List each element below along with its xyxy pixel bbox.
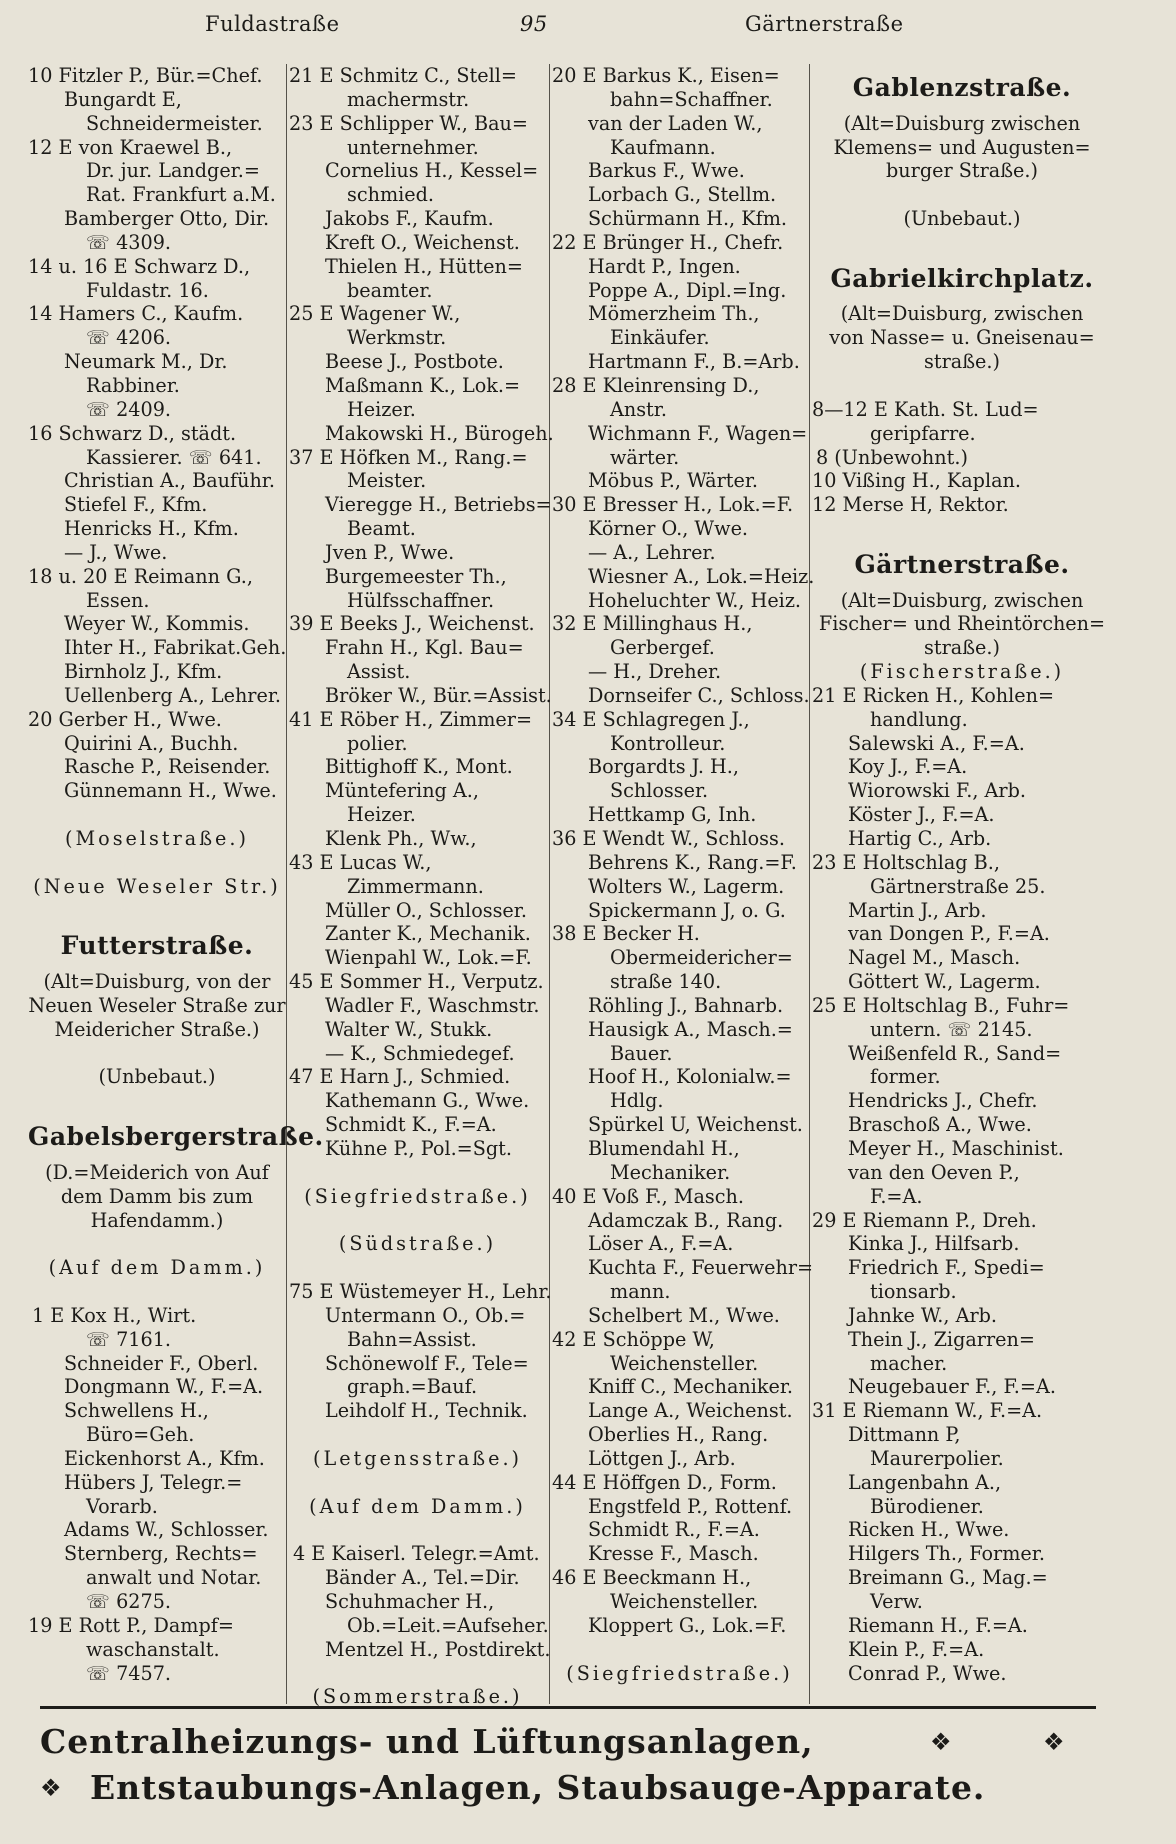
advertisement-line-1: Centralheizungs- und Lüftungsanlagen, xyxy=(40,1722,814,1761)
entry-line: Eickenhorst A., Kfm. xyxy=(64,1446,265,1470)
entry-line: 14 u. 16 E Schwarz D., xyxy=(28,254,251,278)
entry-line: Poppe A., Dipl.=Ing. xyxy=(588,278,787,302)
entry-line: Quirini A., Buchh. xyxy=(64,731,239,755)
entry-line: Hendricks J., Chefr. xyxy=(848,1089,1038,1113)
entry-line: Maßmann K., Lok.= xyxy=(325,373,521,397)
entry-line: Martin J., Arb. xyxy=(848,898,987,922)
entry-line: Assist. xyxy=(347,660,411,684)
entry-line: Bamberger Otto, Dir. xyxy=(64,207,270,231)
entry-line: Borgardts J. H., xyxy=(588,755,739,779)
entry-line: ☏ 6275. xyxy=(86,1590,172,1613)
entry-line: Röhling J., Bahnarb. xyxy=(588,993,784,1017)
entry-line: Neumark M., Dr. xyxy=(64,350,228,374)
entry-line: Braschoß A., Wwe. xyxy=(848,1113,1032,1137)
entry-line: 4 E Kaiserl. Telegr.=Amt. xyxy=(293,1542,540,1566)
cross-street-marker: (Siegfriedstraße.) xyxy=(304,1184,531,1208)
entry-line: Heizer. xyxy=(347,803,416,827)
entry-line: Rat. Frankfurt a.M. xyxy=(86,183,276,207)
ornament-icon: ❖ xyxy=(40,1774,62,1802)
entry-line: — H., Dreher. xyxy=(588,660,722,684)
entry-line: Wienpahl W., Lok.=F. xyxy=(325,946,532,970)
street-description: dem Damm bis zum xyxy=(60,1184,254,1208)
entry-line: Ob.=Leit.=Aufseher. xyxy=(347,1613,549,1637)
entry-line: Hülfsschaffner. xyxy=(347,588,495,612)
entry-line: Meyer H., Maschinist. xyxy=(848,1136,1064,1160)
street-description: von Nasse= u. Gneisenau= xyxy=(829,326,1095,350)
entry-line: Behrens K., Rang.=F. xyxy=(588,850,797,874)
entry-line: 25 E Wagener W., xyxy=(289,302,461,326)
cross-street-marker: (Sommerstraße.) xyxy=(312,1685,523,1709)
entry-line: 22 E Brünger H., Chefr. xyxy=(552,230,784,254)
entry-line: Wolters W., Lagerm. xyxy=(588,874,785,898)
entry-line: 21 E Ricken H., Kohlen= xyxy=(812,683,1055,707)
entry-line: — J., Wwe. xyxy=(64,540,168,564)
spacer xyxy=(289,1471,546,1495)
ornament-icon: ❖ xyxy=(930,1728,952,1756)
entry-line: 41 E Röber H., Zimmer= xyxy=(289,707,533,731)
entry-line: 20 E Barkus K., Eisen= xyxy=(552,64,780,87)
directory-column-2 xyxy=(289,64,554,1709)
entry-line: 21 E Schmitz C., Stell= xyxy=(289,64,517,87)
entry-line: Mömerzheim Th., xyxy=(588,302,760,326)
entry-line: Körner O., Wwe. xyxy=(588,517,749,541)
directory-column-4 xyxy=(812,64,1112,1685)
entry-line: Kühne P., Pol.=Sgt. xyxy=(325,1136,512,1160)
entry-line: Weißenfeld R., Sand= xyxy=(848,1041,1062,1065)
entry-line: Hilgers Th., Former. xyxy=(848,1542,1045,1566)
entry-line: Müller O., Schlosser. xyxy=(325,898,527,922)
entry-line: ☏ 4309. xyxy=(86,230,172,254)
entry-line: van Dongen P., F.=A. xyxy=(848,922,1050,946)
entry-line: 38 E Becker H. xyxy=(552,922,700,946)
entry-line: Vieregge H., Betriebs= xyxy=(325,493,552,517)
entry-line: Lorbach G., Stellm. xyxy=(588,183,777,207)
entry-line: 34 E Schlagregen J., xyxy=(552,707,750,731)
directory-column-3 xyxy=(552,64,815,1685)
entry-line: 20 Gerber H., Wwe. xyxy=(28,707,222,731)
entry-line: Hettkamp G, Inh. xyxy=(588,803,757,827)
cross-street-marker: (Auf dem Damm.) xyxy=(48,1256,266,1280)
spacer xyxy=(812,374,1112,398)
entry-line: schmied. xyxy=(347,183,435,207)
entry-line: 8 (Unbewohnt.) xyxy=(816,445,968,469)
cross-street-marker: (Fischerstraße.) xyxy=(859,660,1065,684)
entry-line: — A., Lehrer. xyxy=(588,540,716,564)
entry-line: Hübers J, Telegr.= xyxy=(64,1470,243,1494)
entry-line: Kaufmann. xyxy=(610,135,716,159)
entry-line: Göttert W., Lagerm. xyxy=(848,970,1041,994)
entry-line: Spickermann J, o. G. xyxy=(588,898,786,922)
entry-line: Kuchta F., Feuerwehr= xyxy=(588,1256,814,1280)
entry-line: 37 E Höfken M., Rang.= xyxy=(289,445,528,469)
entry-line: Schneidermeister. xyxy=(86,111,263,135)
entry-line: Schlosser. xyxy=(610,779,709,803)
entry-line: Hartig C., Arb. xyxy=(848,827,992,850)
entry-line: Cornelius H., Kessel= xyxy=(325,159,539,183)
entry-line: Riemann H., F.=A. xyxy=(848,1613,1028,1637)
street-heading: Gärtnerstraße. xyxy=(854,549,1070,579)
entry-line: Uellenberg A., Lehrer. xyxy=(64,683,282,707)
advertisement-line-2 xyxy=(40,1768,1176,1807)
entry-line: Sternberg, Rechts= xyxy=(64,1542,258,1566)
street-description: Meidericher Straße.) xyxy=(54,1017,260,1041)
street-description: (Unbebaut.) xyxy=(98,1065,216,1089)
entry-line: Spürkel U, Weichenst. xyxy=(588,1113,803,1137)
entry-line: Köster J., F.=A. xyxy=(848,803,995,827)
entry-line: Jahnke W., Arb. xyxy=(848,1303,998,1327)
entry-line: anwalt und Notar. xyxy=(86,1566,262,1590)
entry-line: Bürodiener. xyxy=(870,1494,984,1518)
entry-line: 10 Fitzler P., Bür.=Chef. xyxy=(28,64,263,87)
entry-line: Bröker W., Bür.=Assist. xyxy=(325,683,552,707)
entry-line: Walter W., Stukk. xyxy=(325,1017,493,1041)
street-description: (Alt=Duisburg, zwischen xyxy=(840,588,1084,612)
entry-line: Verw. xyxy=(870,1590,923,1613)
entry-line: tionsarb. xyxy=(870,1280,957,1304)
entry-line: Oberlies H., Rang. xyxy=(588,1423,769,1447)
street-description: Fischer= und Rheintörchen= xyxy=(818,612,1106,636)
entry-line: Schmidt R., F.=A. xyxy=(588,1518,760,1542)
ornament-icon: ❖ xyxy=(1043,1728,1065,1756)
entry-line: Jven P., Wwe. xyxy=(325,540,455,564)
entry-line: machermstr. xyxy=(347,87,470,111)
entry-line: Birnholz J., Kfm. xyxy=(64,660,223,684)
street-description: (Alt=Duisburg, zwischen xyxy=(840,302,1084,326)
spacer xyxy=(289,1161,546,1185)
entry-line: Dornseifer C., Schloss. xyxy=(588,683,810,707)
entry-line: Frahn H., Kgl. Bau= xyxy=(325,636,524,660)
entry-line: 39 E Beeks J., Weichenst. xyxy=(289,612,535,636)
entry-line: Bänder A., Tel.=Dir. xyxy=(325,1566,520,1590)
entry-line: Ihter H., Fabrikat.Geh. xyxy=(64,636,287,660)
entry-line: Klein P., F.=A. xyxy=(848,1637,985,1661)
entry-line: Thielen H., Hütten= xyxy=(325,254,523,278)
street-heading: Gablenzstraße. xyxy=(852,73,1072,102)
entry-line: Hoheluchter W., Heiz. xyxy=(588,588,802,612)
entry-line: Adams W., Schlosser. xyxy=(64,1518,269,1542)
entry-line: Hardt P., Ingen. xyxy=(588,254,741,278)
entry-line: Müntefering A., xyxy=(325,779,479,803)
entry-line: Kontrolleur. xyxy=(610,731,726,755)
entry-line: Untermann O., Ob.= xyxy=(325,1303,526,1327)
spacer xyxy=(812,517,1112,541)
entry-line: Heizer. xyxy=(347,397,416,421)
entry-line: — K., Schmiedegef. xyxy=(325,1041,515,1065)
entry-line: Kathemann G., Wwe. xyxy=(325,1089,530,1113)
street-description: Klemens= und Augusten= xyxy=(833,135,1091,159)
page-number: 95 xyxy=(520,12,548,36)
entry-line: Werkmstr. xyxy=(347,326,447,350)
entry-line: Lange A., Weichenst. xyxy=(588,1399,793,1423)
spacer xyxy=(28,1280,286,1304)
column-divider xyxy=(286,64,287,1704)
entry-line: Gärtnerstraße 25. xyxy=(870,874,1046,898)
spacer xyxy=(289,1662,546,1686)
entry-line: Günnemann H., Wwe. xyxy=(64,779,277,803)
entry-line: Einkäufer. xyxy=(610,326,710,350)
entry-line: Engstfeld P., Rottenf. xyxy=(588,1494,793,1518)
entry-line: ☏ 4206. xyxy=(86,326,172,350)
street-description: Hafendamm.) xyxy=(90,1208,224,1232)
spacer xyxy=(552,1638,807,1662)
entry-line: Zimmermann. xyxy=(347,874,484,898)
entry-line: Bahn=Assist. xyxy=(347,1327,477,1351)
entry-line: polier. xyxy=(347,731,408,755)
entry-line: Langenbahn A., xyxy=(848,1470,1002,1494)
entry-line: Kniff C., Mechaniker. xyxy=(588,1375,794,1399)
entry-line: Schuhmacher H., xyxy=(325,1590,495,1613)
cross-street-marker: (Auf dem Damm.) xyxy=(309,1494,526,1518)
entry-line: untern. ☏ 2145. xyxy=(870,1017,1033,1041)
entry-line: Bittighoff K., Mont. xyxy=(325,755,513,779)
entry-line: Fuldastr. 16. xyxy=(86,278,209,302)
entry-line: Christian A., Bauführ. xyxy=(64,469,275,493)
spacer xyxy=(28,851,286,875)
entry-line: Büro=Geh. xyxy=(86,1423,195,1447)
entry-line: 23 E Holtschlag B., xyxy=(812,850,1000,874)
spacer xyxy=(28,1089,286,1113)
entry-line: F.=A. xyxy=(870,1184,923,1208)
directory-column-1 xyxy=(28,64,324,1685)
entry-line: Hdlg. xyxy=(610,1089,664,1113)
entry-line: Schürmann H., Kfm. xyxy=(588,207,787,231)
spacer xyxy=(812,183,1112,207)
entry-line: 30 E Bresser H., Lok.=F. xyxy=(552,493,794,517)
entry-line: Breimann G., Mag.= xyxy=(848,1566,1048,1590)
spacer xyxy=(28,899,286,923)
entry-line: Maurerpolier. xyxy=(870,1446,1004,1470)
entry-line: Jakobs F., Kaufm. xyxy=(325,207,494,231)
spacer xyxy=(289,1209,546,1233)
entry-line: 14 Hamers C., Kaufm. xyxy=(28,302,244,326)
entry-line: 12 E von Kraewel B., xyxy=(28,135,233,159)
entry-line: Kinka J., Hilfsarb. xyxy=(848,1232,1020,1256)
entry-line: Schwellens H., xyxy=(64,1399,209,1423)
entry-line: Wadler F., Waschmstr. xyxy=(325,993,540,1017)
entry-line: Friedrich F., Spedi= xyxy=(848,1256,1045,1280)
spacer xyxy=(289,1256,546,1280)
street-description: straße.) xyxy=(924,636,1000,660)
entry-line: 31 E Riemann W., F.=A. xyxy=(812,1399,1043,1423)
entry-line: former. xyxy=(870,1065,941,1089)
entry-line: 36 E Wendt W., Schloss. xyxy=(552,827,785,850)
entry-line: Thein J., Zigarren= xyxy=(848,1327,1035,1351)
street-description: (Alt=Duisburg, von der xyxy=(43,970,271,994)
entry-line: Bungardt E, xyxy=(64,87,182,111)
entry-line: Ricken H., Wwe. xyxy=(848,1518,1010,1542)
entry-line: Weichensteller. xyxy=(610,1590,759,1613)
running-head-left: Fuldastraße xyxy=(205,12,340,36)
spacer xyxy=(289,1423,546,1447)
cross-street-marker: (Neue Weseler Str.) xyxy=(33,874,281,898)
entry-line: 43 E Lucas W., xyxy=(289,850,432,874)
entry-line: 28 E Kleinrensing D., xyxy=(552,373,760,397)
entry-line: 47 E Harn J., Schmied. xyxy=(289,1065,511,1089)
entry-line: 12 Merse H, Rektor. xyxy=(812,493,1009,517)
street-description: (Alt=Duisburg zwischen xyxy=(843,111,1081,135)
entry-line: beamter. xyxy=(347,278,433,302)
entry-line: Leihdolf H., Technik. xyxy=(325,1399,528,1423)
entry-line: Löttgen J., Arb. xyxy=(588,1446,736,1470)
entry-line: ☏ 7457. xyxy=(86,1661,172,1685)
entry-line: 40 E Voß F., Masch. xyxy=(552,1184,744,1208)
entry-line: 75 E Wüstemeyer H., Lehr. xyxy=(289,1280,552,1304)
entry-line: Kloppert G., Lok.=F. xyxy=(588,1613,787,1637)
entry-line: 25 E Holtschlag B., Fuhr= xyxy=(812,993,1070,1017)
entry-line: Mentzel H., Postdirekt. xyxy=(325,1637,551,1661)
cross-street-marker: (Moselstraße.) xyxy=(65,827,249,850)
entry-line: unternehmer. xyxy=(347,135,479,159)
entry-line: Barkus F., Wwe. xyxy=(588,159,745,183)
street-heading: Gabelsbergerstraße. xyxy=(28,1122,324,1152)
entry-line: Wiorowski F., Arb. xyxy=(848,779,1026,803)
entry-line: Schelbert M., Wwe. xyxy=(588,1303,780,1327)
entry-line: Bauer. xyxy=(610,1041,673,1065)
street-description: straße.) xyxy=(924,350,1000,374)
entry-line: ☏ 7161. xyxy=(86,1327,172,1351)
entry-line: Schönewolf F., Tele= xyxy=(325,1351,529,1375)
spacer xyxy=(28,803,286,827)
spacer xyxy=(812,231,1112,255)
column-divider xyxy=(549,64,550,1704)
entry-line: Hoof H., Kolonialw.= xyxy=(588,1065,792,1089)
entry-line: Kresse F., Masch. xyxy=(588,1542,759,1566)
entry-line: Rabbiner. xyxy=(86,373,180,397)
entry-line: 23 E Schlipper W., Bau= xyxy=(289,111,528,135)
entry-line: Zanter K., Mechanik. xyxy=(325,922,531,946)
entry-line: 45 E Sommer H., Verputz. xyxy=(289,970,544,994)
entry-line: 1 E Kox H., Wirt. xyxy=(32,1303,197,1327)
entry-line: handlung. xyxy=(870,707,968,731)
entry-line: Dr. jur. Landger.= xyxy=(86,159,260,183)
entry-line: Obermeidericher= xyxy=(610,946,793,970)
entry-line: Adamczak B., Rang. xyxy=(588,1208,784,1232)
entry-line: Essen. xyxy=(86,588,150,612)
entry-line: Koy J., F.=A. xyxy=(848,755,968,779)
entry-line: mann. xyxy=(610,1280,671,1304)
entry-line: ☏ 2409. xyxy=(86,397,172,421)
cross-street-marker: (Südstraße.) xyxy=(338,1232,497,1256)
spacer xyxy=(28,1042,286,1066)
entry-line: graph.=Bauf. xyxy=(347,1375,478,1399)
entry-line: bahn=Schaffner. xyxy=(610,87,773,111)
spacer xyxy=(289,1518,546,1542)
entry-line: 10 Vißing H., Kaplan. xyxy=(812,469,1021,493)
street-description: Neuen Weseler Straße zur xyxy=(28,993,286,1017)
advertisement-line-2-text: Entstaubungs-Anlagen, Staubsauge-Apparate. xyxy=(90,1768,986,1807)
entry-line: Löser A., F.=A. xyxy=(588,1232,734,1256)
entry-line: Kreft O., Weichenst. xyxy=(325,230,520,254)
entry-line: 29 E Riemann P., Dreh. xyxy=(812,1208,1037,1232)
entry-line: Gerbergef. xyxy=(610,636,715,660)
cross-street-marker: (Siegfriedstraße.) xyxy=(566,1661,793,1685)
entry-line: Schneider F., Oberl. xyxy=(64,1351,259,1375)
entry-line: Stiefel F., Kfm. xyxy=(64,493,208,517)
entry-line: Conrad P., Wwe. xyxy=(848,1661,1007,1685)
entry-line: Salewski A., F.=A. xyxy=(848,731,1025,755)
entry-line: 42 E Schöppe W, xyxy=(552,1327,715,1351)
entry-line: geripfarre. xyxy=(870,421,976,445)
entry-line: waschanstalt. xyxy=(86,1637,220,1661)
entry-line: Burgemeester Th., xyxy=(325,564,507,588)
street-description: (Unbebaut.) xyxy=(903,207,1021,231)
entry-line: Weichensteller. xyxy=(610,1351,759,1375)
entry-line: Mechaniker. xyxy=(610,1160,731,1184)
entry-line: 18 u. 20 E Reimann G., xyxy=(28,564,253,588)
running-head-right: Gärtnerstraße xyxy=(745,12,904,36)
entry-line: wärter. xyxy=(610,445,680,469)
street-heading: Futterstraße. xyxy=(60,931,254,961)
entry-line: Dittmann P, xyxy=(848,1423,961,1447)
entry-line: van der Laden W., xyxy=(588,111,763,135)
street-description: burger Straße.) xyxy=(886,159,1038,183)
entry-line: Rasche P., Reisender. xyxy=(64,755,271,779)
entry-line: Makowski H., Bürogeh. xyxy=(325,421,554,445)
entry-line: Nagel M., Masch. xyxy=(848,946,1021,970)
entry-line: 19 E Rott P., Dampf= xyxy=(28,1613,234,1637)
entry-line: Meister. xyxy=(347,469,427,493)
cross-street-marker: (Letgensstraße.) xyxy=(312,1446,523,1470)
entry-line: 8—12 E Kath. St. Lud= xyxy=(812,397,1039,421)
entry-line: Wichmann F., Wagen= xyxy=(588,421,808,445)
entry-line: straße 140. xyxy=(610,970,722,994)
entry-line: Klenk Ph., Ww., xyxy=(325,827,477,850)
entry-line: Dongmann W., F.=A. xyxy=(64,1375,264,1399)
footer-rule xyxy=(40,1706,1096,1709)
entry-line: Möbus P., Wärter. xyxy=(588,469,758,493)
spacer xyxy=(28,1232,286,1256)
entry-line: Hartmann F., B.=Arb. xyxy=(588,350,800,374)
entry-line: Kassierer. ☏ 641. xyxy=(86,445,262,469)
entry-line: 16 Schwarz D., städt. xyxy=(28,421,237,445)
entry-line: 44 E Höffgen D., Form. xyxy=(552,1470,777,1494)
entry-line: Anstr. xyxy=(610,397,667,421)
entry-line: macher. xyxy=(870,1351,948,1375)
entry-line: Weyer W., Kommis. xyxy=(64,612,250,636)
entry-line: Wiesner A., Lok.=Heiz. xyxy=(588,564,815,588)
entry-line: 46 E Beeckmann H., xyxy=(552,1566,752,1590)
entry-line: Blumendahl H., xyxy=(588,1136,740,1160)
street-heading: Gabrielkirchplatz. xyxy=(830,263,1094,293)
entry-line: Schmidt K., F.=A. xyxy=(325,1113,497,1137)
column-divider xyxy=(809,64,810,1704)
entry-line: Hausigk A., Masch.= xyxy=(588,1017,793,1041)
entry-line: Beamt. xyxy=(347,517,416,541)
entry-line: Henricks H., Kfm. xyxy=(64,517,239,541)
entry-line: Neugebauer F., F.=A. xyxy=(848,1375,1056,1399)
entry-line: Beese J., Postbote. xyxy=(325,350,504,374)
entry-line: 32 E Millinghaus H., xyxy=(552,612,753,636)
entry-line: Vorarb. xyxy=(86,1494,158,1518)
entry-line: van den Oeven P., xyxy=(848,1160,1020,1184)
street-description: (D.=Meiderich von Auf xyxy=(45,1160,269,1184)
